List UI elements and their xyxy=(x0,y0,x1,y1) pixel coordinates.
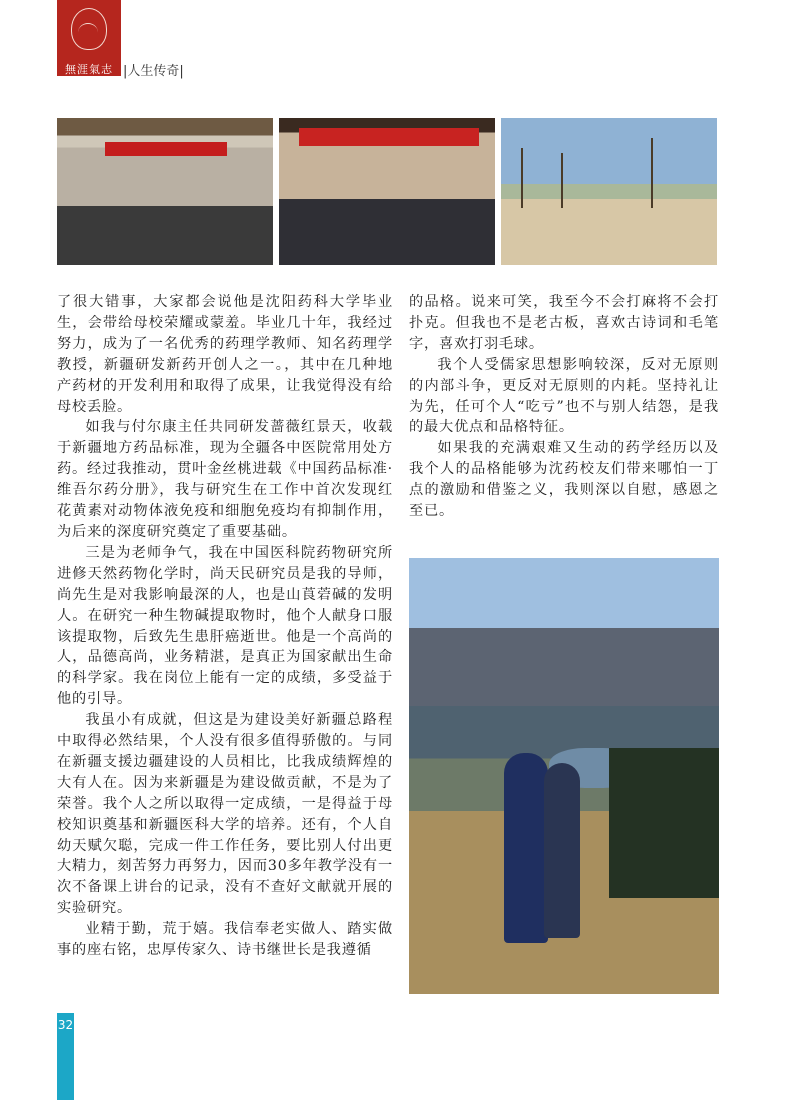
paragraph: 我个人受儒家思想影响较深，反对无原则的内部斗争，更反对无原则的内耗。坚持礼让为先，任可个人“吃亏”也不与别人结怨，是我的最大优点和品格特征。 xyxy=(409,356,719,436)
paragraph: 如我与付尔康主任共同研发蔷薇红景天，收载于新疆地方药品标准，现为全疆各中医院常用处方药。经过我推动，贯叶金丝桃进载《中国药品标准·维吾尔药分册》，我与研究生在工作中首次发现红花黄素对动物体液免疫和细胞免疫均有抑制作用，为后来的深度研究奠定了重要基础。 xyxy=(57,419,393,540)
photo-banner-red xyxy=(299,128,479,146)
person xyxy=(504,753,548,943)
column-label: |人生传奇| xyxy=(123,64,184,79)
portrait-icon xyxy=(71,8,107,50)
group-photo-graduates xyxy=(279,118,495,265)
person xyxy=(544,763,580,938)
paragraph: 的品格。说来可笑，我至今不会打麻将不会打扑克。但我也不是老古板，喜欢古诗词和毛笔字，喜欢打羽毛球。 xyxy=(409,294,719,352)
magazine-logo xyxy=(57,0,121,76)
paragraph: 我虽小有成就，但这是为建设美好新疆总路程中取得必然结果，个人没有很多值得骄傲的。与同在新疆支援边疆建设的人员相比，比我成绩辉煌的大有人在。因为来新疆是为建设做贡献，不是为了荣誉。我个人之所以取得一定成绩，一是得益于母校知识奠基和新疆医科大学的培养。还有，个人自幼天赋欠聪，完成一件工作任务，要比别人付出更大精力，刻苦努力再努力，因而30多年教学没有一次不备课上讲台的记录，没有不查好文献就开展的实验研究。 xyxy=(57,712,393,917)
photo-banner-red xyxy=(105,142,227,156)
forest xyxy=(609,748,719,898)
article-column-left xyxy=(57,292,393,961)
paragraph: 如果我的充满艰难又生动的药学经历以及我个人的品格能够为沈药校友们带来哪怕一丁点的激励和借鉴之义，我则深以自慰，感恩之至已。 xyxy=(409,440,719,520)
logo-text: 無涯氣志 xyxy=(65,63,113,76)
group-photo-conference xyxy=(57,118,273,265)
paragraph: 三是为老师争气，我在中国医科院药物研究所进修天然药物化学时，尚天民研究员是我的导师，尚先生是对我影响最深的人，也是山莨菪碱的发明人。在研究一种生物碱提取物时，他个人献身口服该提取物，后致先生患肝癌逝世。他是一个高尚的人，品德高尚，业务精湛，是真正为国家献出生命的科学家。我在岗位上能有一定的成绩，多受益于他的引导。 xyxy=(57,544,393,708)
mountain-lake-photo xyxy=(409,558,719,994)
paragraph: 业精于勤，荒于嬉。我信奉老实做人、踏实做事的座右铭，忠厚传家久、诗书继世长是我遵循 xyxy=(57,921,393,959)
group-photo-beach xyxy=(501,118,717,265)
paragraph: 了很大错事，大家都会说他是沈阳药科大学毕业生，会带给母校荣耀或蒙羞。毕业几十年，我经过努力，成为了一名优秀的药理学教师、知名药理学教授，新疆研发新药开创人之一。，其中在几种地产药材的开发利用和取得了成果，让我觉得没有给母校丢脸。 xyxy=(57,294,393,415)
article-column-right xyxy=(409,292,719,522)
page-number: 32 xyxy=(57,1018,74,1032)
